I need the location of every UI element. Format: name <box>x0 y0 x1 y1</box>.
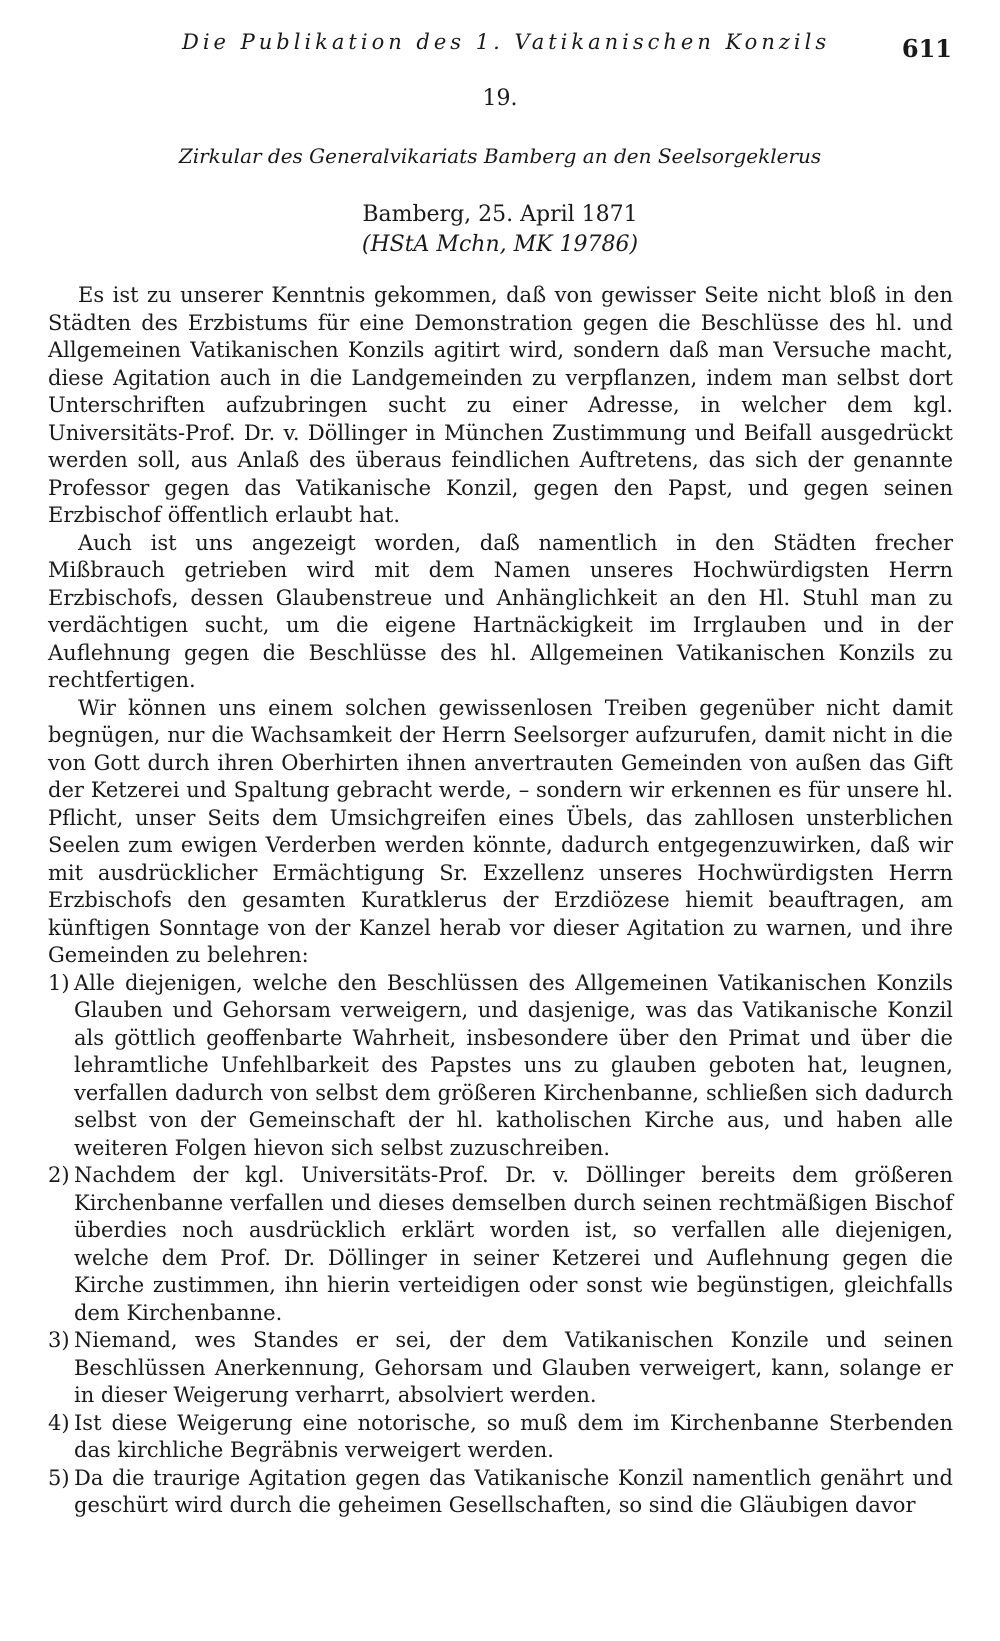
paragraph: Es ist zu unserer Kenntnis gekommen, daß von gewisser Seite nicht bloß in den Städten des Erzbistums für eine Demonstration gegen die Beschlüsse des hl. und Allgemeinen Vatikanischen Konzils agitirt wird, sondern daß man Versuche macht, diese Agitation auch in die Landgemeinden zu verpflanzen, indem man selbst dort Unterschriften aufzubringen sucht zu einer Adresse, in welcher dem kgl. Universitäts-Prof. Dr. v. Döllinger in München Zustimmung und Beifall ausgedrückt werden soll, aus Anlaß des überaus feindlichen Auftretens, das sich der genannte Professor gegen das Vatikanische Konzil, gegen den Papst, und gegen seinen Erzbischof öffentlich erlaubt hat. <box>48 283 953 527</box>
archive-source: (HStA Mchn, MK 19786) <box>361 232 639 257</box>
list-item <box>48 1410 953 1465</box>
paragraph: Wir können uns einem solchen gewissenlosen Treiben gegenüber nicht damit begnügen, nur die Wachsamkeit der Herrn Seelsorger aufzurufen, damit nicht in die von Gott durch ihren Oberhirten ihnen anvertrauten Gemeinden von außen das Gift der Ketzerei und Spaltung gebracht werde, – sondern wir erkennen es für unsere hl. Pflicht, unser Seits dem Umsichgreifen eines Übels, das zahllosen unsterblichen Seelen zum ewigen Verderben werden könnte, dadurch entgegenzuwirken, daß wir mit ausdrücklicher Ermächtigung Sr. Exzellenz unseres Hochwürdigsten Herrn Erzbischofs den gesamten Kuratklerus der Erzdiözese hiemit beauftragen, am künftigen Sonntage von der Kanzel herab vor dieser Agitation zu warnen, und ihre Gemeinden zu belehren: <box>48 695 953 967</box>
dateline <box>0 200 1000 260</box>
list-item <box>48 1162 953 1327</box>
list-item-number: 3) <box>48 1328 70 1352</box>
running-title: Die Publikation des 1. Vatikanischen Konzils <box>182 30 831 54</box>
list-item-text: Ist diese Weigerung eine notorische, so muß dem im Kirchenbanne Sterbenden das kirchliche Begräbnis verweigert werden. <box>74 1410 953 1462</box>
list-item-text: Da die traurige Agitation gegen das Vatikanische Konzil namentlich genährt und geschürt wird durch die geheimen Gesellschaften, so sind die Gläubigen davor <box>74 1465 953 1517</box>
list-item-text: Nachdem der kgl. Universitäts-Prof. Dr. v. Döllinger bereits dem größeren Kirchenbanne verfallen und dieses demselben durch seinen rechtmäßigen Bischof überdies noch ausdrücklich erklärt worden ist, so verfallen alle diejenigen, welche dem Prof. Dr. Döllinger in seiner Ketzerei und Auflehnung gegen die Kirche zustimmen, ihn hierin verteidigen oder sonst wie begünstigen, gleichfalls dem Kirchenbanne. <box>74 1163 953 1325</box>
document-title: Zirkular des Generalvikariats Bamberg an den Seelsorgeklerus <box>178 144 822 168</box>
list-item <box>48 1465 953 1520</box>
list-item-number: 4) <box>48 1410 70 1435</box>
list-item-text: Alle diejenigen, welche den Beschlüssen des Allgemeinen Vatikanischen Konzils Glauben und Gehorsam verweigern, und dasjenige, was das Vatikanische Konzil als göttlich geoffenbarte Wahrheit, insbesondere über den Primat und über die lehramtliche Unfehlbarkeit des Papstes uns zu glauben geboten hat, leugnen, verfallen dadurch von selbst dem größeren Kirchenbanne, schließen sich dadurch selbst von der Gemeinschaft der hl. katholischen Kirche aus, und haben alle weiteren Folgen hievon sich selbst zuzuschreiben. <box>74 970 953 1160</box>
place-date: Bamberg, 25. April 1871 <box>362 202 638 227</box>
page-number: 611 <box>901 34 952 63</box>
list-item-number: 2) <box>48 1163 70 1187</box>
list-item <box>48 1327 953 1410</box>
paragraph: Auch ist uns angezeigt worden, daß namentlich in den Städten frecher Mißbrauch getrieben wird mit dem Namen unseres Hochwürdigsten Herrn Erzbischofs, dessen Glaubenstreue und Anhänglichkeit an den Hl. Stuhl man zu verdächtigen sucht, um die eigene Hartnäckigkeit im Irrglauben und in der Auflehnung gegen die Beschlüsse des hl. Allgemeinen Vatikanischen Konzils zu rechtfertigen. <box>48 530 953 692</box>
list-item-number: 5) <box>48 1465 70 1490</box>
list-item <box>48 970 953 1163</box>
body-text <box>48 282 953 1520</box>
document-number: 19. <box>482 86 518 111</box>
list-item-text: Niemand, wes Standes er sei, der dem Vatikanischen Konzile und seinen Beschlüssen Anerkennung, Gehorsam und Glauben verweigert, kann, solange er in dieser Weigerung verharrt, absolviert werden. <box>74 1328 953 1407</box>
list-item-number: 1) <box>48 970 70 995</box>
